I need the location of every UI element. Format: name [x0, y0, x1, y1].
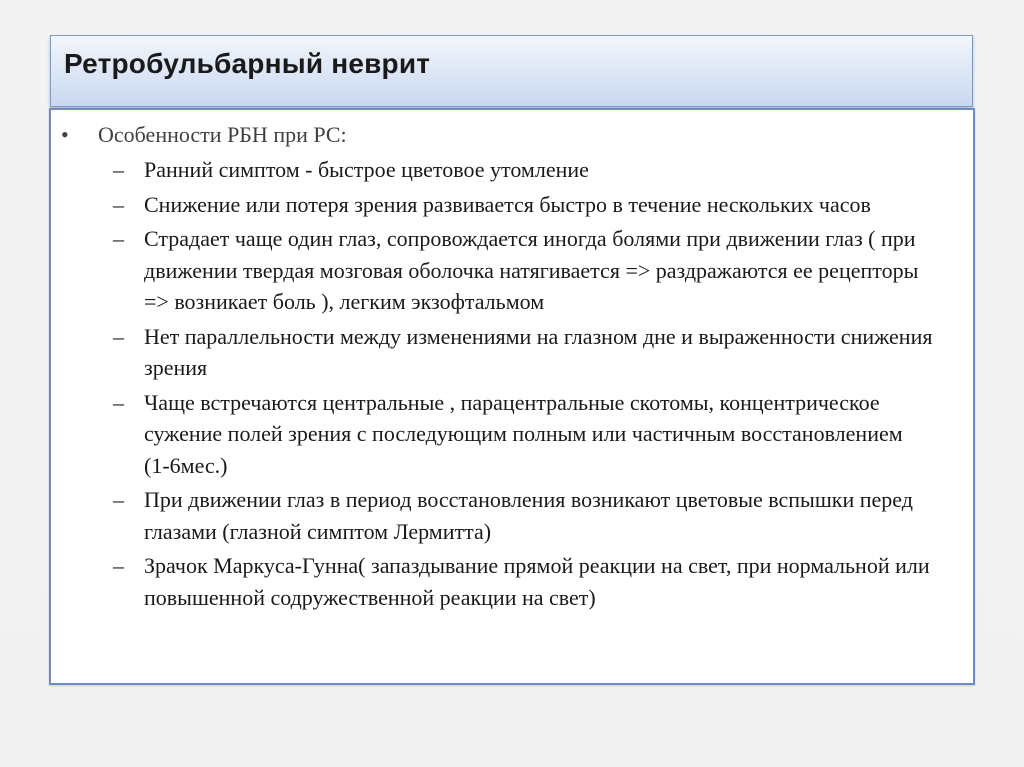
list-item [113, 550, 933, 613]
list-item [113, 484, 933, 547]
list-item-text: Ранний симптом - быстрое цветовое утомление [144, 157, 589, 182]
list-item-text: При движении глаз в период восстановления возникают цветовые вспышки перед глазами (глазной симптом Лермитта) [144, 487, 913, 544]
bullet-icon: • [61, 122, 69, 147]
dash-icon: – [113, 487, 124, 512]
title-bar [50, 35, 973, 107]
list-item-text: Чаще встречаются центральные , парацентральные скотомы, концентрическое сужение полей зрения с последующим полным или частичным восстановлением (1-6мес.) [144, 389, 903, 478]
dash-icon: – [113, 553, 124, 578]
sub-bullet-list [113, 154, 933, 616]
content-box [49, 108, 975, 685]
list-item [113, 321, 933, 384]
dash-icon: – [113, 323, 124, 349]
dash-icon: – [113, 226, 124, 251]
slide-title: Ретробульбарный неврит [64, 48, 431, 79]
list-item [113, 189, 933, 221]
dash-icon: – [113, 389, 124, 415]
list-item [113, 387, 933, 482]
dash-icon: – [113, 191, 124, 217]
list-item-text: Снижение или потеря зрения развивается быстро в течение нескольких часов [144, 191, 871, 217]
list-item-text: Нет параллельности между изменениями на глазном дне и выраженности снижения зрения [144, 323, 933, 380]
list-item-text: Страдает чаще один глаз, сопровождается иногда болями при движении глаз ( при движении твердая мозговая оболочка натягивается => раздражаются ее рецепторы => возникает боль ), легким экзофтальмом [144, 226, 919, 314]
list-item-text: Зрачок Маркуса-Гунна( запаздывание прямой реакции на свет, при нормальной или повышенной содружественной реакции на свет) [144, 553, 930, 610]
list-item [113, 154, 933, 186]
dash-icon: – [113, 157, 124, 182]
main-bullet-text: Особенности РБН при РС: [98, 122, 347, 147]
list-item [113, 223, 933, 318]
main-bullet [61, 122, 347, 148]
